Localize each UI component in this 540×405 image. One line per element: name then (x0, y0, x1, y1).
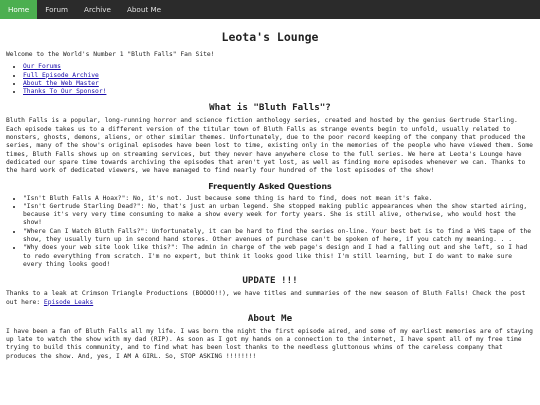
main-content (0, 30, 540, 361)
welcome-text: Welcome to the World's Number 1 "Bluth Falls" Fan Site! (6, 51, 215, 58)
update-heading: UPDATE !!! (242, 275, 298, 287)
episode-leaks-link[interactable]: Episode Leaks (43, 298, 94, 306)
update-text: Thanks to a leak at Crimson Triangle Productions (BOOOO!!), we have titles and summaries of the new season of Bluth Falls! Check the post out here: (6, 290, 526, 306)
nav-home-link[interactable]: Home (0, 0, 37, 19)
nav-forum-link[interactable]: Forum (45, 5, 69, 14)
about-heading: About Me (247, 312, 293, 324)
what-is-heading: What is "Bluth Falls"? (209, 102, 331, 114)
update-body (6, 290, 534, 307)
nav-about-link[interactable]: About Me (126, 5, 162, 14)
link-sponsor[interactable]: Thanks To Our Sponsor! (23, 88, 107, 96)
faq-item: • "Isn't Gertrude Starling Dead?": No, that's just an urban legend. She stopped making public appearances when the show started airing, because it's very very time consuming to make a show every week for forty years. She is still alive, otherwise, who would host the show! (23, 203, 534, 228)
quick-links (6, 63, 534, 96)
page-title: Leota's Lounge (221, 30, 319, 44)
nav-archive-link[interactable]: Archive (84, 5, 111, 14)
faq-heading: Frequently Asked Questions (208, 181, 332, 191)
link-episode-archive[interactable]: Full Episode Archive (23, 71, 99, 79)
faq-list (6, 195, 534, 270)
faq-item: • "Isn't Bluth Falls A Hoax?": No, it's not. Just because some thing is hard to find, does not mean it's fake. (23, 195, 534, 203)
about-body: I have been a fan of Bluth Falls all my life. I was born the night the first episode aired, and some of my earliest memories are of staying up late to watch the show with my dad (RIP). As soon as I got my hands on a connection to the internet, I have spent all of my free time trying to build this community, and to find what has been lost thanks to the needless gluttonous whims of the careless company that produces the show. And, yes, I AM A GIRL. So, STOP ASKING !!!!!!!! (6, 327, 533, 360)
link-forums[interactable]: Our Forums (23, 63, 61, 71)
link-about-web-master[interactable]: About the Web Master (23, 79, 99, 87)
what-is-body: Bluth Falls is a popular, long-running horror and science fiction anthology series, created and hosted by the genius Gertrude Starling. Each episode takes us to a different version of the titular town of Bluth Falls as strange events begin to unfold, usually related to monsters, ghosts, demons, aliens, or other similar themes. Unfortunately, due to the poor record keeping of the company that produced the series, many of the show's original episodes have been lost to time, existing only in the memories of the people who have viewed them. Some times, Bluth Falls shows up on streaming services, but they never have anywhere close to the full series. We here at Leota's Lounge have dedicated our spare time towards archiving the episodes that aren't yet lost, as well as finding more episodes whenever we can. Thanks to the hard work of dedicated viewers, we have managed to find nearly four hundred of the lost episodes of the show! (6, 117, 533, 175)
faq-item: • "Why does your web site look like this?": The admin in charge of the web page's design and I had a falling out and she left, so I had to redo everything from scratch. I'm no expert, but think it looks good like this! I'm still learning, but I do want to make sure every thing looks good! (23, 244, 534, 269)
faq-item: • "Where Can I Watch Bluth Falls?": Unfortunately, it can be hard to find the series on-line. Your best bet is to find a VHS tape of the show, they usually turn up in second hand stores. Other avenues of purchase can't be spoken of here, if you catch my meaning. . . (23, 228, 534, 245)
top-navigation (0, 0, 540, 19)
